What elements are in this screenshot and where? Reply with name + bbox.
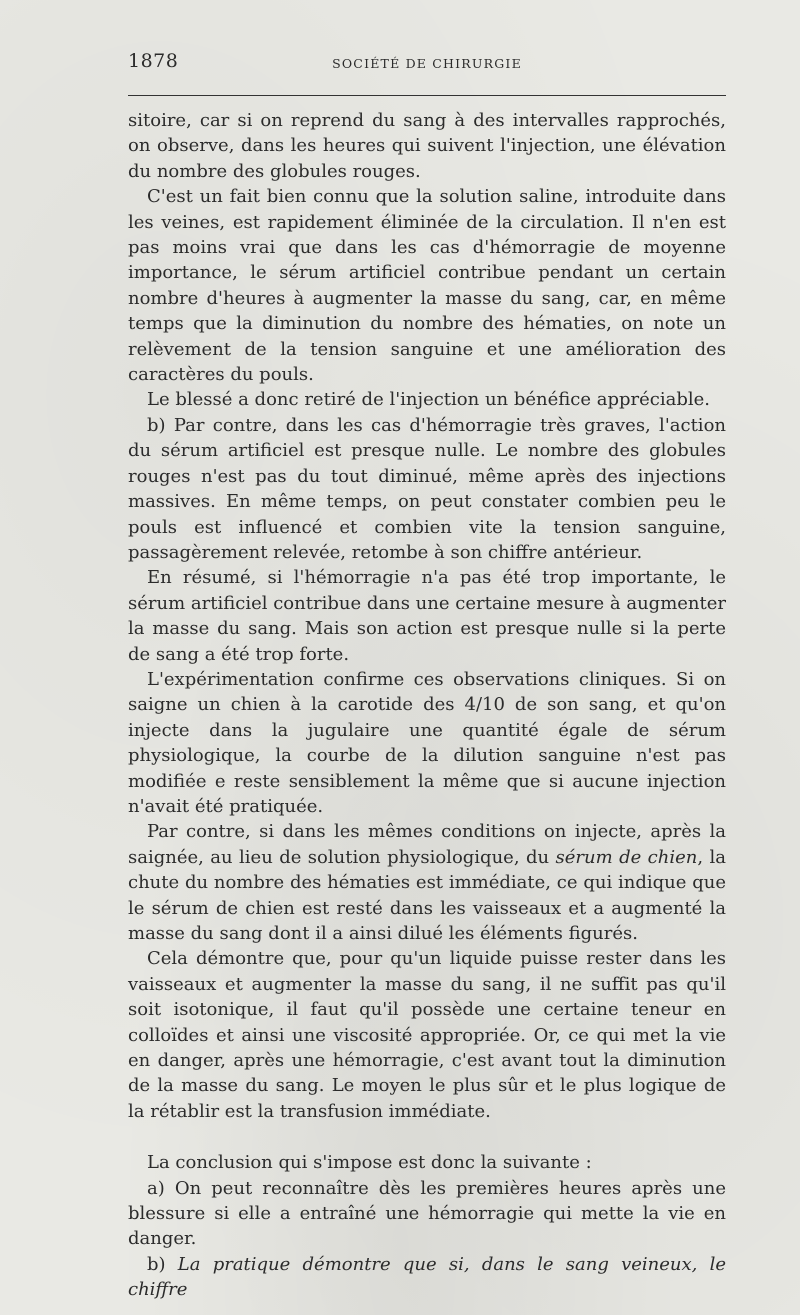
paragraph: C'est un fait bien connu que la solution saline, introduite dans les veines, est rapidement éliminée de la circulation. Il n'en est pas moins vrai que dans les cas d'hémorragie de moyenne importance, le sérum artificiel contribue pendant un certain nombre d'heures à augmenter la masse du sang, car, en même temps que la diminution du nombre des hématies, on note un relèvement de la tension sanguine et une amélioration des caractères du pouls.: [128, 186, 726, 386]
paragraph: b) Par contre, dans les cas d'hémorragie très graves, l'action du sérum artificiel est presque nulle. Le nombre des globules rouges n'est pas du tout diminué, même après des injections massives. En même temps, on peut constater combien peu le pouls est influencé et combien vite la tension sanguine, passagèrement relevée, retombe à son chiffre antérieur.: [128, 414, 726, 563]
page-number: 1878: [128, 50, 179, 72]
paragraph: Le blessé a donc retiré de l'injection un bénéfice appréciable.: [147, 389, 710, 411]
item-b-text: La pratique démontre que si, dans le sang veineux, le chiffre: [128, 1253, 726, 1301]
page-header: [128, 50, 726, 78]
conclusion-item-b: [128, 1252, 726, 1303]
paragraph: Cela démontre que, pour qu'un liquide puisse rester dans les vaisseaux et augmenter la masse du sang, il ne suffit pas qu'il soit isotonique, il faut qu'il possède une certaine teneur en colloïdes et ainsi une viscosité appropriée. Or, ce qui met la vie en danger, après une hémorragie, c'est avant tout la diminution de la masse du sang. Le moyen le plus sûr et le plus logique de la rétablir est la transfusion immédiate.: [128, 948, 726, 1122]
paragraph-text: , la chute du nombre des hématies est immédiate, ce qui indique que le sérum de chien est resté dans les vaisseaux et a augmenté la masse du sang dont il a ainsi dilué les éléments figurés.: [128, 846, 727, 944]
header-rule: [128, 95, 726, 96]
running-head: SOCIÉTÉ DE CHIRURGIE: [332, 56, 522, 71]
conclusion-item-a: a) On peut reconnaître dès les premières heures après une blessure si elle a entraîné une hémorragie qui mette la vie en danger.: [128, 1177, 726, 1250]
body-text: [128, 108, 726, 1303]
paragraph: sitoire, car si on reprend du sang à des intervalles rapprochés, on observe, dans les heures qui suivent l'injection, une élévation du nombre des globules rouges.: [128, 110, 726, 182]
paragraph: En résumé, si l'hémorragie n'a pas été trop importante, le sérum artificiel contribue dans une certaine mesure à augmenter la masse du sang. Mais son action est presque nulle si la perte de sang a été trop forte.: [128, 567, 726, 665]
paragraph-text: Par contre, si dans les mêmes conditions on injecte, après la saignée, au lieu de solution physiologique, du: [128, 821, 726, 868]
section-gap: [128, 1124, 726, 1150]
italic-term: sérum de chien: [555, 846, 698, 868]
conclusion-intro: La conclusion qui s'impose est donc la suivante :: [147, 1152, 592, 1174]
paragraph: L'expérimentation confirme ces observations cliniques. Si on saigne un chien à la carotide des 4/10 de son sang, et qu'on injecte dans la jugulaire une quantité égale de sérum physiologique, la courbe de la dilution sanguine n'est pas modifiée e reste sensiblement la même que si aucune injection n'avait été pratiquée.: [128, 668, 726, 817]
item-b-label: b): [147, 1253, 178, 1275]
paragraph: [128, 819, 726, 946]
